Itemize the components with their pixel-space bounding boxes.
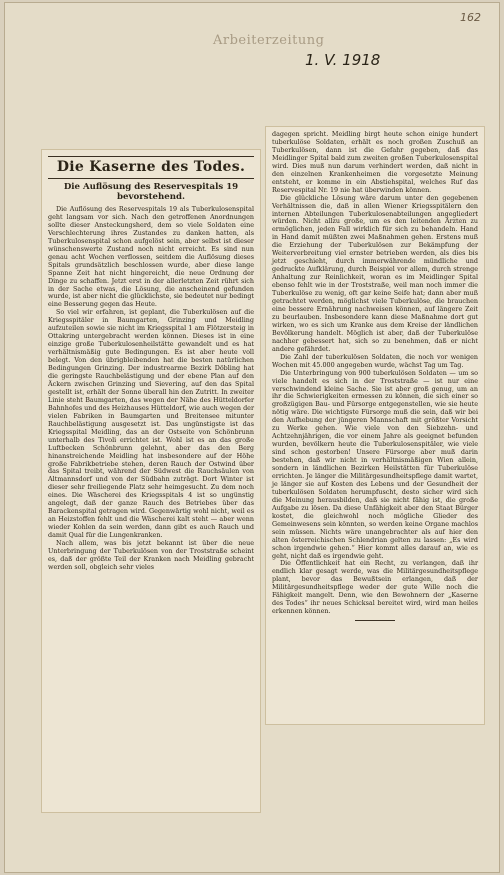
newspaper-stamp: Arbeiterzeitung <box>213 33 325 48</box>
left-body <box>48 206 254 572</box>
right-body <box>272 131 478 616</box>
paragraph: Die Auflösung des Reservespitals 19 als Tuberkulosenspital geht langsam vor sich. Nach den getroffenen Anordnungen sollte dieser Ansteckungsherd, dem so viele Soldaten eine Verschlechterung ihres Zustandes zu danken hatten, als Tuberkulosenspital schon aufgelöst sein, aber selbst ist dieser wünschenswerte Zustand noch nicht erreicht. Es sind nun genau acht Wochen verflossen, seitdem die Auflösung dieses Spitals grundsätzlich beschlossen wurde, aber diese lange Spanne Zeit hat nicht hingereicht, die neue Ordnung der Dinge zu schaffen. Jetzt erst in der allerletzten Zeit rührt sich in der Sache etwas, die Lösung, die anscheinend gefunden wurde, ist aber nicht die glücklichste, sie bedeutet nur bedingt eine Besserung gegen das Heute. <box>48 205 254 309</box>
paragraph: So viel wir erfahren, ist geplant, die Tuberkulösen auf die Kriegsspitäler in Baumgarten, Grinzing und Meidling aufzuteilen sowie sie nicht im Kriegsspital 1 am Flötzersteig in Ottakring untergebracht werden können. Dieses ist in eine einzige große Tuberkulosenheilstätte gewandelt und es hat verhältnismäßig gute Bedingungen. Es ist aber heute voll belegt. Von den übrigbleibenden hat die besten natürlichen Bedingungen Grinzing. Der industrearme Bezirk Döbling hat die geringste Rauchbelästigung und der ebene Plan auf den Äckern zwischen Grinzing und Sievering, auf den das Spital gestellt ist, erhält der Sonne überall hin den Zutritt. In zweiter Linie steht Baumgarten, das wegen der Nähe des Hütteldorfer Bahnhofes und des Heizhauses Hütteldorf, wie auch wegen der vielen Fabriken in Baumgarten und Breitensee mitunter Rauchbelästigung ausgesetzt ist. Das ungünstigste ist das Kriegsspital Meidling, das an der Ostseite von Schönbrunn unterhalb des Tivoli errichtet ist. Wohl ist es an das große Luftbecken Schönbrunn gelehnt, aber das den Berg hinanstreichende Meidling hat insbesondere auf der Höhe große Fabrikbetriebe stehen, deren Rauch der Ostwind über das Spital treibt, während der Südwest die Rauchsäulen von Altmannsdorf und von der Südbahn zuträgt. Dort Winter ist dieser sehr freiliegende Platz sehr heimgesucht. Zu dem noch eines. Die Wäscherei des Kriegsspitals 4 ist so ungünstig angelegt, daß der ganze Rauch des Betriebes über das Barackenspital getragen wird. Gegenwärtig wohl nicht, weil es an Heizstoffen fehlt und die Wäscherei kalt steht — aber wenn wieder Kohlen da sein werden, dann gibt es auch Rauch und damit Qual für die Lungenkranken. <box>48 308 254 540</box>
title-rule <box>48 178 254 179</box>
paragraph: Die Zahl der tuberkulösen Soldaten, die noch vor wenigen Wochen mit 45.000 angegeben wurde, wächst Tag um Tag. <box>272 352 478 369</box>
clipping-right-column <box>266 127 484 724</box>
paragraph: Die Öffentlichkeit hat ein Recht, zu verlangen, daß ihr endlich klar gesagt werde, was die Militärgesundheitspflege plant, bevor das Bewußtsein erlangen, daß der Militärgesundheitspflege weder der gute Wille noch die Fähigkeit mangelt. Denn, wie den Bewohnern der „Kaserne des Todes“ ihr neues Schicksal bereitet wird, wird man heiles erkennen können. <box>272 559 478 616</box>
article-title: Die Kaserne des Todes. <box>56 159 246 175</box>
paragraph: Die Unterbringung von 900 tuberkulösen Soldaten — um so viele handelt es sich in der Troststraße — ist nur eine verschwindend kleine Sache. Sie ist aber groß genug, um an ihr die Schwierigkeiten ermessen zu können, die sich einer so großzügigen Bau- und Fürsorge entgegenstellen, wie sie heute nötig wäre. Die wichtigste Fürsorge muß die sein, daß wir bei den Aufhebung der jüngeren Mannschaft mit größter Vorsicht zu Werke gehen. Wie viele von den Siebzehn- und Achtzehnjährigen, die vor einem Jahre als geeignet befunden wurden, bevölkern heute die Tuberkulosenspitäler, wie viele sind schon gestorben! Unsere Fürsorge aber muß darin bestehen, daß wir nicht in verhältnismäßigen Wien allein, sondern in ländlichen Bezirken Heilstätten für Tuberkulöse errichten. Je länger die Militärgesundheitspflege damit wartet, je länger sie auf Kosten des Lebens und der Gesundheit der tuberkulösen Soldaten herumpfuscht, desto sicher wird sich die Meinung herausbilden, daß sie nicht fähig ist, die große Aufgabe zu lösen. Da diese Unfähigkeit aber den Staat Bürger kostet, die gleichwohl noch mögliche Glieder des Gemeinwesens sein könnten, so werden keine Organe machlos sein müssen. Nichts wäre unangebrachter als auf hier den alten österreichischen Schlendrian gelten zu lassen: „Es wird schon irgendwie gehen.“ Hier kommt alles darauf an, wie es geht, nicht daß es irgendwie geht. <box>272 368 478 560</box>
top-rule <box>48 156 254 157</box>
paragraph: Nach allem, was bis jetzt bekannt ist über die neue Unterbringung der Tuberkulösen von der Troststraße scheint es, daß der größte Teil der Kranken nach Meidling gebracht werden soll, obgleich sehr vieles <box>48 539 254 571</box>
handwritten-date: 1. V. 1918 <box>305 51 381 69</box>
paragraph: Die glückliche Lösung wäre darum unter den gegebenen Verhältnissen die, daß in allen Wiener Kriegsspitälern den internen Abteilungen Tuberkulosenabteilungen angegliedert würden. Nicht allzu große, um es den leitenden Ärzten zu ermöglichen, jeden Fall wirklich für sich zu behandeln. Hand in Hand damit müßten zwei Maßnahmen gehen. Erstens muß die Erziehung der Tuberkulösen zur Bekämpfung der Weiterverbreitung viel ernster betrieben werden, als dies bis jetzt geschieht, durch immerwährende mündliche und gedruckte Aufklärung, durch Beispiel vor allem, durch strenge Anhaltung zur Reinlichkeit, woran es im Meidlinger Spital ebenso fehlt wie in der Troststraße, weil man noch immer die Tuberkulöse zu wenig, oft gar keine Seife hat; dann aber muß getrachtet werden, möglichst viele Tuberkulöse, die brauchen eine bessere Ernährung nachweisen können, auf längere Zeit zu beurlauben. Insbesondere kann diese Maßnahme dort gut wirken, wo es sich um Kranke aus dem Kreise der ländlichen Bevölkerung handelt. Möglich ist aber, daß der Tuberkulöse nachher gebessert hat, sich so zu benehmen, daß er nicht andere gefährdet. <box>272 193 478 353</box>
page-number: 162 <box>460 11 481 24</box>
clipping-left-column <box>42 150 260 812</box>
article-subtitle: Die Auflösung des Reservespitals 19 bevorstehend. <box>63 182 239 202</box>
paragraph: dagegen spricht. Meidling birgt heute schon einige hundert tuberkulöse Soldaten, erhält es noch großen Zuschuß an Tuberkulösen, dann ist die Gefahr gegeben, daß das Meidlinger Spital bald zum zweiten großen Tuberkulosenspital wird. Dies muß nun darum verhindert werden, daß nicht in den einzelnen Krankenheimen die vorgesetzte Meinung entsteht, er komme in ein Abstiehspital, welches Ruf das Reservespital Nr. 19 nie hat überwinden können. <box>272 130 478 194</box>
end-rule <box>355 620 395 621</box>
